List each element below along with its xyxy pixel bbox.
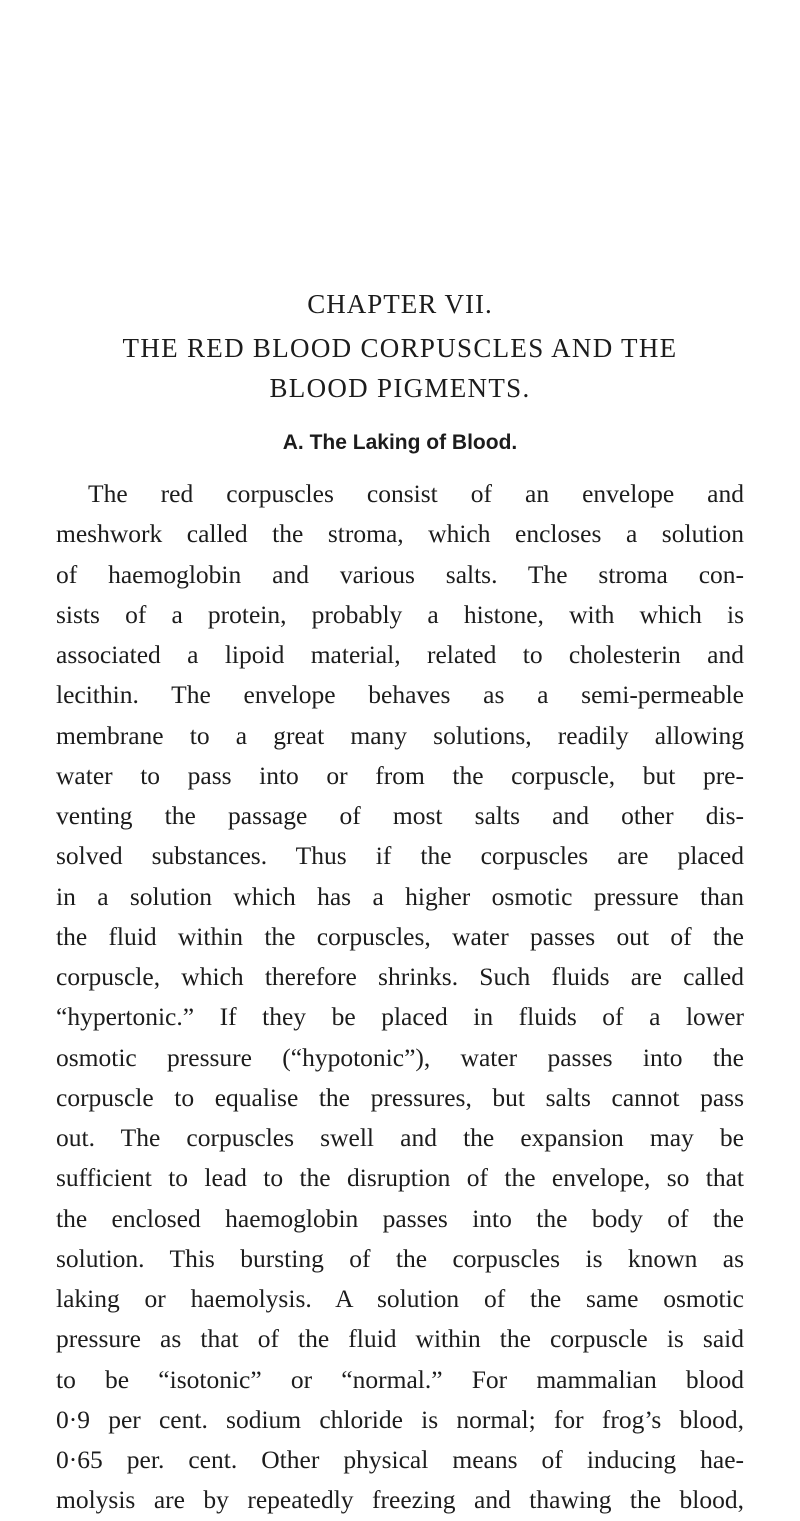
text-line: venting the passage of most salts and other dis- — [56, 801, 744, 830]
chapter-label: CHAPTER VII. — [307, 289, 493, 319]
chapter-title-line: BLOOD PIGMENTS. — [269, 373, 531, 403]
body-paragraph — [56, 474, 744, 1521]
text-line: meshwork called the stroma, which encloses a solution — [56, 519, 744, 549]
text-line: membrane to a great many solutions, readily allowing — [56, 720, 744, 750]
text-line: The red corpuscles consist of an envelope and — [88, 479, 744, 508]
text-line: 0·65 per. cent. Other physical means of inducing hae- — [56, 1445, 744, 1474]
text-line: “hypertonic.” If they be placed in fluids of a lower — [56, 1002, 744, 1032]
text-line: solution. This bursting of the corpuscles is known as — [56, 1243, 744, 1273]
text-line: solved substances. Thus if the corpuscles are placed — [56, 841, 744, 871]
text-line: laking or haemolysis. A solution of the same osmotic — [56, 1284, 744, 1313]
text-line: 0·9 per cent. sodium chloride is normal; for frog’s blood, — [56, 1404, 744, 1434]
text-line: associated a lipoid material, related to cholesterin and — [56, 640, 744, 669]
chapter-title-line: THE RED BLOOD CORPUSCLES AND THE — [122, 333, 678, 363]
text-line: to be “isotonic” or “normal.” For mammalian blood — [56, 1364, 744, 1394]
text-line: in a solution which has a higher osmotic pressure than — [56, 881, 744, 911]
text-line: water to pass into or from the corpuscle, but pre- — [56, 760, 744, 790]
text-line: sists of a protein, probably a histone, with which is — [56, 599, 744, 629]
section-heading: A. The Laking of Blood. — [282, 431, 518, 454]
text-line: pressure as that of the fluid within the corpuscle is said — [56, 1324, 744, 1354]
text-line: molysis are by repeatedly freezing and thawing the blood, — [56, 1485, 744, 1515]
text-line: the enclosed haemoglobin passes into the body of the — [56, 1203, 744, 1233]
text-line: out. The corpuscles swell and the expansion may be — [56, 1123, 744, 1152]
text-line: osmotic pressure (“hypotonic”), water passes into the — [56, 1042, 744, 1072]
text-line: sufficient to lead to the disruption of the envelope, so that — [56, 1163, 744, 1193]
text-line: the fluid within the corpuscles, water passes out of the — [56, 921, 744, 951]
text-line: corpuscle to equalise the pressures, but salts cannot pass — [56, 1082, 744, 1112]
text-line: of haemoglobin and various salts. The stroma con- — [56, 559, 744, 589]
text-line: lecithin. The envelope behaves as a semi-permeable — [56, 680, 744, 710]
chapter-title — [56, 328, 744, 408]
text-line: corpuscle, which therefore shrinks. Such fluids are called — [56, 962, 744, 991]
